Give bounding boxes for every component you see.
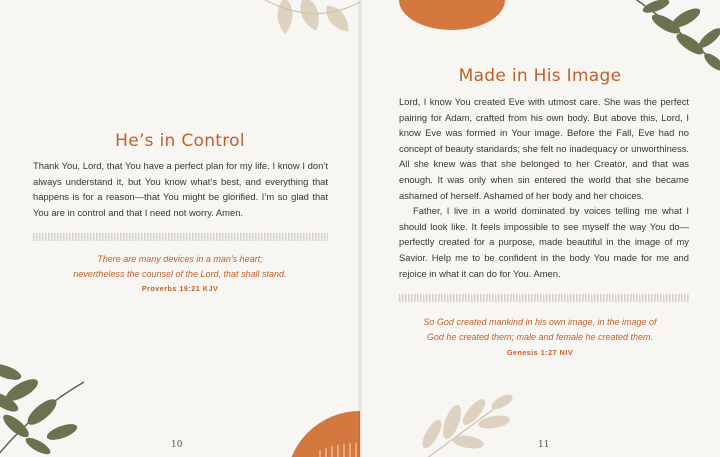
prayer-paragraph: Lord, I know You created Eve with utmost care. She was the perfect pairing for Adam, crafted from his own body. But above this, Lord, I know Eve was formed in Your image. Before the Fall, Eve had no concept of beauty standards; she felt no inadequacy or unworthiness. All she knew was that she belonged to her Creator, and that was enough. It was only when sin entered the world that she became ashamed of herself. Ashamed of her body and her choices. xyxy=(399,96,689,201)
verse-line: There are many devices in a man’s heart; xyxy=(97,254,263,264)
prayer-text xyxy=(399,94,689,281)
olive-leaf-branch-icon xyxy=(634,0,720,76)
tan-leaf-branch-icon xyxy=(412,392,522,457)
verse-line: nevertheless the counsel of the Lord, that shall stand. xyxy=(73,269,287,279)
sun-half-icon xyxy=(397,0,507,30)
sun-half-icon xyxy=(220,410,360,457)
page-number: 10 xyxy=(171,440,183,450)
scripture-reference: Proverbs 19:21 KJV xyxy=(141,284,219,293)
scripture-verse xyxy=(0,252,360,282)
right-page xyxy=(360,0,720,457)
scripture-reference: Genesis 1:27 NIV xyxy=(506,348,574,357)
verse-line: God he created them; male and female he created them. xyxy=(426,332,654,342)
prayer-text: Thank You, Lord, that You have a perfect plan for my life. I know I don’t always understand it, but You know what’s best, and everything that happens is for a reason—that You might be glorified. I’m so glad that You are in control and that I need not worry. Amen. xyxy=(33,160,328,218)
divider-rule xyxy=(33,233,328,241)
prayer-paragraph: Father, I live in a world dominated by voices telling me what I should look like. It feels impossible to see myself the way You do—perfectly created for a purpose, made beautiful in the image of my Savior. Help me to be confident in the body You made for me and rejoice in what it can do for You. Amen. xyxy=(399,205,689,279)
olive-leaf-branch-icon xyxy=(0,352,92,457)
page-title: He’s in Control xyxy=(115,131,245,151)
divider-rule xyxy=(399,294,689,302)
tan-leaf-branch-icon xyxy=(255,0,360,46)
page-title: Made in His Image xyxy=(458,66,622,86)
verse-line: So God created mankind in his own image, in the image of xyxy=(423,317,657,327)
scripture-verse xyxy=(360,315,720,345)
page-number: 11 xyxy=(538,440,550,450)
